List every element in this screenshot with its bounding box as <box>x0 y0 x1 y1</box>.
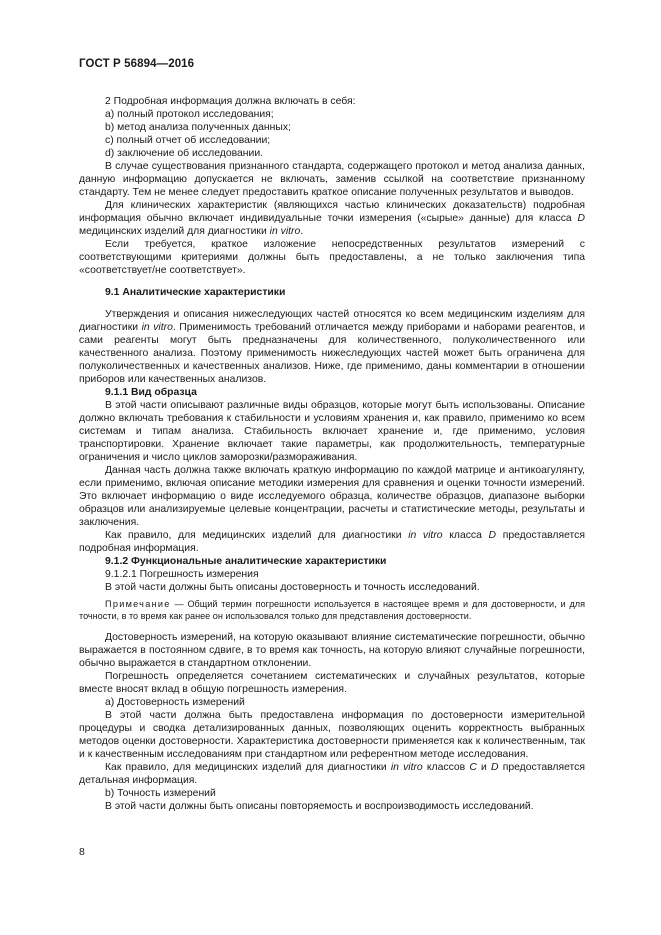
text-run: классов <box>422 762 470 773</box>
text-run: и <box>476 762 492 773</box>
note-text: — Общий термин погрешности используется в настоящее время и для достоверности, и для точности, в то время как ранее он использовался только для представления достоверности. <box>79 599 585 621</box>
paragraph-standard: В случае существования признанного стандарта, содержащего протокол и метод анализа данных, данную информацию допускается не включать, заменив ссылкой на соответствие признанному стандарту. Тем не менее следует предоставить краткое описание полученных результатов и выводов. <box>79 161 585 198</box>
paragraph-class-d <box>79 529 585 555</box>
text-run: предоставляется детальная информация. <box>79 762 586 786</box>
text-run: Утверждения и описания нижеследующих частей относятся ко всем медицинским изделиям для диагностики <box>79 309 585 333</box>
paragraph-error: Погрешность определяется сочетанием систематических и случайных результатов, которые вместе вносят вклад в общую погрешность измерения. <box>79 671 585 695</box>
class-label: D <box>577 213 585 224</box>
document-body <box>79 95 585 813</box>
text-run: Как правило, для медицинских изделий для диагностики <box>105 762 391 773</box>
text-run: . <box>300 226 304 237</box>
sublist-item-b: b) Точность измерений <box>105 788 216 799</box>
paragraph-precision: В этой части должны быть описаны повторяемость и воспроизводимость исследований. <box>105 801 534 812</box>
paragraph-summary: Если требуется, краткое изложение непосредственных результатов измерений с соответствующими критериями должны быть предоставлены, а не только заключения типа «соответствует/не соответствует». <box>79 239 585 276</box>
heading-9-1: 9.1 Аналитические характеристики <box>105 287 286 298</box>
text-run: Как правило, для медицинских изделий для диагностики <box>105 530 409 541</box>
paragraph-intro: 2 Подробная информация должна включать в себя: <box>105 96 356 107</box>
list-item-b: b) метод анализа полученных данных; <box>105 122 291 133</box>
in-vitro-term: in vitro <box>408 530 443 541</box>
text-run: . Применимость требований отличается между приборами и наборами реагентов, и сами реагенты могут быть предназначены для количественного, полуколичественного или качественного анализа. Поэтому применимость нижеследующих частей может быть ограничена для полуколичественных и качественных анализов. Ниже, где применимо, даны комментарии в отношении приборов или качественных анализов. <box>79 322 586 385</box>
note-label: Примечание <box>105 599 171 609</box>
heading-9-1-2: 9.1.2 Функциональные аналитические характеристики <box>105 556 387 567</box>
sublist-item-a: a) Достоверность измерений <box>105 697 245 708</box>
paragraph-clinical <box>79 199 585 238</box>
list-item-c: c) полный отчет об исследовании; <box>105 135 271 146</box>
heading-9-1-2-1: 9.1.2.1 Погрешность измерения <box>105 569 259 580</box>
text-run: предоставляется подробная информация. <box>79 530 585 554</box>
paragraph-class-cd <box>79 761 585 787</box>
paragraph-matrix: Данная часть должна также включать краткую информацию по каждой матрице и антикоагулянту, если применимо, включая описание методики измерения для сравнения и оценки точности измерений. Это включает информацию о виде исследуемого образца, количестве образцов, диапазоне выборки образцов или анализируемые целевые концентрации, расчеты и статистические методы, результаты и заключения. <box>79 465 585 528</box>
note <box>79 598 585 622</box>
in-vitro-term: in vitro <box>141 322 173 333</box>
paragraph-trueness: Достоверность измерений, на которую оказывают влияние систематические погрешности, обычно выражается в постоянном сдвиге, в то время как точность, на которую влияют случайные погрешности, обычно выражается в стандартном отклонении. <box>79 632 585 669</box>
page-header-standard: ГОСТ Р 56894—2016 <box>79 58 195 70</box>
list-item-d: d) заключение об исследовании. <box>105 148 264 159</box>
class-label: D <box>488 530 497 541</box>
paragraph-analytic <box>79 308 585 386</box>
in-vitro-term: in vitro <box>269 226 301 237</box>
in-vitro-term: in vitro <box>390 762 423 773</box>
text-run: класса <box>442 530 489 541</box>
class-label: D <box>491 762 499 773</box>
class-label: C <box>469 762 477 773</box>
text-run: Для клинических характеристик (являющихся частью клинических доказательств) подробная информация обычно включает индивидуальные точки измерения («сырые» данные) для класса <box>79 200 585 224</box>
paragraph-trueness-info: В этой части должна быть предоставлена информация по достоверности измерительной процедуры и сводка детализированных данных, позволяющих оценить корректность выбранных методов оценки достоверности. Характеристика достоверности применяется как к количественным, так и к качественным исследованиям при стандартном или референтном методе исследования. <box>79 710 585 760</box>
list-item-a: a) полный протокол исследования; <box>105 109 274 120</box>
paragraph-sample-types: В этой части описывают различные виды образцов, которые могут быть использованы. Описание должно включать требования к стабильности и условиям хранения и, как правило, применимо ко всем системам и типам анализа. Стабильность включает хранение и, где применимо, условия транспортировки. Хранение включает такие параметры, как продолжительность, температурные ограничения и число циклов заморозки/размораживания. <box>79 400 585 463</box>
page-number: 8 <box>79 846 85 858</box>
paragraph-accuracy: В этой части должны быть описаны достоверность и точность исследований. <box>105 582 480 593</box>
text-run: медицинских изделий для диагностики <box>79 226 270 237</box>
heading-9-1-1: 9.1.1 Вид образца <box>105 387 197 398</box>
